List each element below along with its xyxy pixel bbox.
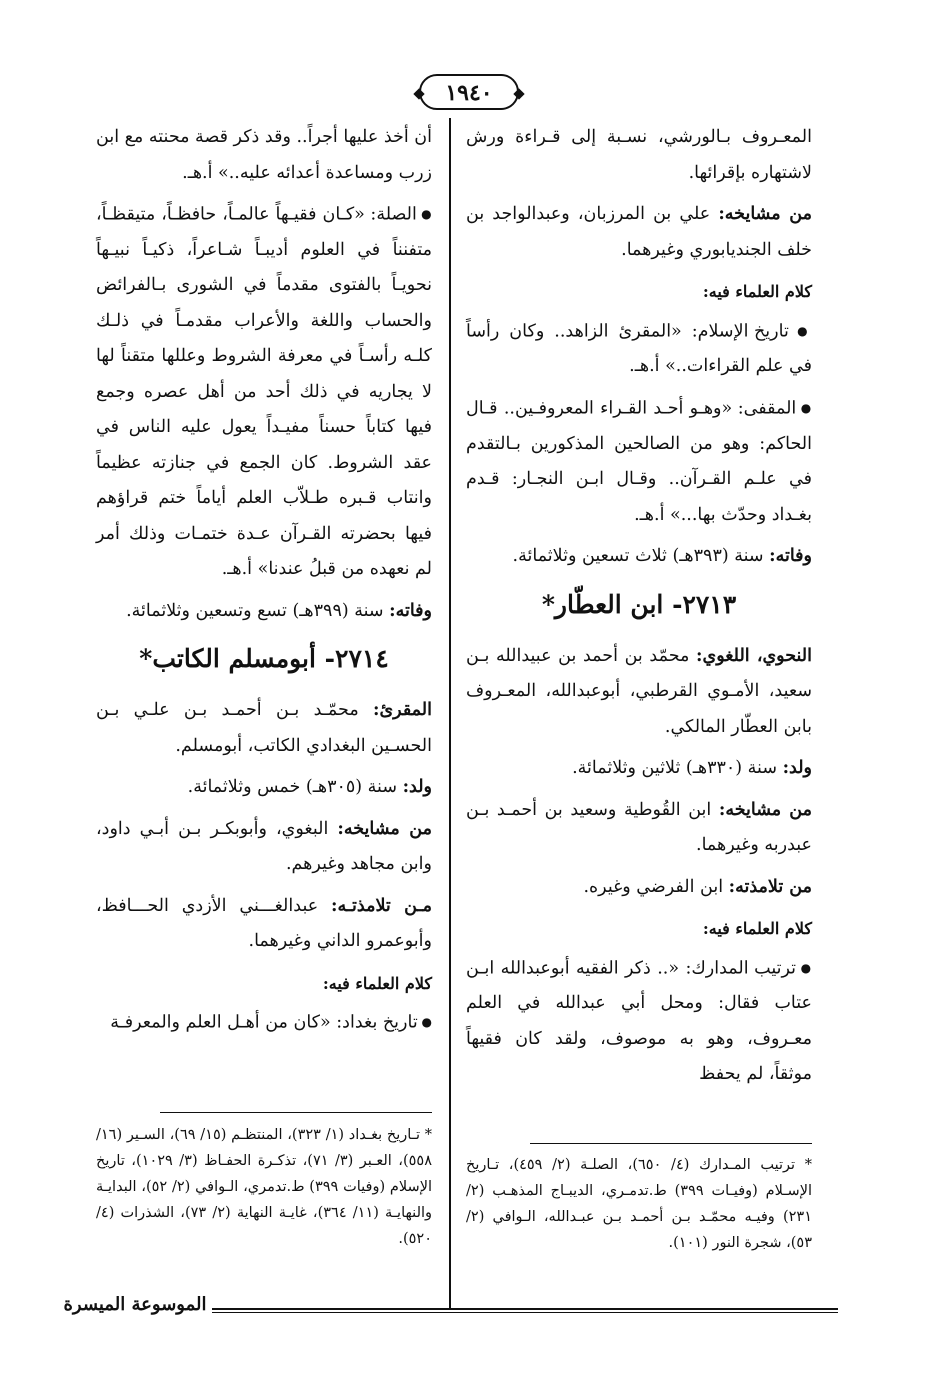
section-heading: كلام العلماء فيه: [702, 919, 812, 938]
footnote-rule [160, 1112, 432, 1113]
footer-rule [212, 1308, 838, 1310]
paragraph [96, 594, 432, 630]
field-text: محمّد بن أحمد بن عبيدالله بـن سعيد، الأمـوي القرطبي، أبوعبدالله، المعـروف بابن العطّار المالكي. [466, 645, 812, 737]
quote-paragraph: ● تاريخ بغداد: «كان من أهـل العلم والمعرفـة [96, 1005, 432, 1041]
paragraph [96, 812, 432, 883]
field-label: وفاته: [389, 600, 432, 621]
left-column [96, 120, 432, 1047]
column-divider [449, 118, 451, 1308]
field-label: ولد: [782, 758, 812, 778]
paragraph [96, 770, 432, 806]
field-text: سنة (٣٠٥هـ) خمس وثلاثمائة. [187, 777, 403, 798]
field-text: سنة (٣٩٣هـ) ثلاث تسعين وثلاثمائة. [512, 546, 770, 566]
field-label: من مشايخه: [337, 818, 432, 839]
paragraph [466, 751, 812, 787]
footnote: * ترتيب المـدارك (٤/ ٦٥٠)، الصلـة (٢/ ٤٥٩)، تـاريخ الإسـلام (وفيـات ٣٩٩) ط.تدمـري، الديبـاج المذهـب (٢/ ٢٣١) وفيـه محمّـد بـن أحمـد بـن عبـدالله، الـوافي (٢/ ٥٣)، شجرة النور (١٠١). [466, 1157, 813, 1251]
field-text: عبدالغـــني الأزدي الحـــافظ، وأبوعمرو الداني وغيرهما. [96, 895, 432, 952]
field-label: النحوي، اللغوي: [696, 645, 812, 666]
paragraph [96, 693, 432, 764]
footer-rule [212, 1312, 838, 1313]
section-heading: كلام العلماء فيه: [322, 973, 432, 993]
paragraph [466, 639, 812, 746]
field-label: من تلامذته: [728, 876, 812, 897]
quote-paragraph: ● ترتيب المدارك: «.. ذكر الفقيه أبوعبدالله ابـن عتاب فقال: ومحل أبي عبدالله في العلم معـروف، وهو به موصوف، ولقد كان فقيهاً موثقاً، لم يحفظ [466, 951, 812, 1093]
paragraph: أن أخذ عليها أجراً.. وقد ذكر قصة محنته مع ابن زرب ومساعدة أعدائه عليه..» أ.هـ. [96, 127, 432, 183]
quote-paragraph: ● الصلة: «كـان فقيـهاً عالمـاً، حافظـاً، متيقظـاً، متفنناً في العلوم أديبـاً شـاعراً، ذكيـاً نبيـهاً نحويـاً بالفتوى مقدماً في الشورى بـالفرائض والحساب واللغة والأعراب مقدمـاً في ذلـك كلـه رأسـاً في معرفة الشروط وعللها متقناً لها لا يجاريه في ذلك أحد من أهل عصره وجمع فيها كتاباً حسناً مفيـداً يعول عليه الناس في عقد الشروط. كان الجمع في جنازته عظيماً وانتاب قـبره طـلاّب العلم أياماً ختم قراؤهم فيها بحضرته القـرآن عـدة ختمـات وذلك أمر لم نعهده من قبلُ عندنا» أ.هـ. [96, 197, 432, 588]
field-label: مـن تلامذتـه: [331, 895, 432, 916]
footnote-rule [530, 1143, 812, 1144]
paragraph: المعـروف بـالورشي، نسـبة إلى قـراءة ورش لاشتهاره بإقرائها. [466, 127, 812, 183]
footnote: * تـاريخ بغـداد (١/ ٣٢٣)، المنتظـم (١٥/ ٦٩)، السـير (١٦/ ٥٥٨)، العـبر (٣/ ٧١)، تذكـرة الحفـاظ (٣/ ١٠٢٩)، تاريخ الإسلام (وفيات ٣٩٩) ط.تدمري، الـوافي (٢/ ٥٢)، البدايـة والنهايـة (١١/ ٣٦٤)، غايـة النهاية (٢/ ٧٣)، الشذرات (٤/ ٥٢٠). [96, 1127, 433, 1247]
field-label: وفاته: [769, 546, 812, 566]
quote-paragraph: ● تاريخ الإسلام: «المقرئ الزاهد.. وكان رأساً في علم القراءات..» أ.هـ. [466, 314, 812, 385]
entry-title: ٢٧١٤- أبومسلم الكاتب* [139, 644, 389, 674]
section-heading: كلام العلماء فيه: [702, 282, 812, 301]
field-text: ابن الفرضي وغيره. [583, 876, 729, 897]
field-label: المقرئ: [373, 700, 432, 721]
field-text: محمّـد بـن أحمـد بـن علـي بـن الحسـين البغدادي الكاتب، أبومسلم. [96, 700, 432, 756]
field-label: ولد: [402, 777, 432, 798]
field-label: من مشايخه: [718, 799, 812, 820]
paragraph [466, 870, 812, 906]
right-column [466, 120, 812, 1099]
quote-paragraph: ● المقفى: «وهـو أحـد القـراء المعروفـين.. قـال الحاكم: وهو من الصالحين المذكورين بـالتقدم في علـم القـرآن.. وقـال ابـن النجـار: قـدم بغـداد وحدّث بها...» أ.هـ. [466, 391, 812, 533]
field-text: سنة (٣٣٠هـ) ثلاثين وثلاثمائة. [572, 758, 783, 778]
book-title: الموسوعة الميسرة [63, 1294, 207, 1315]
entry-title: ٢٧١٣- ابن العطّار* [541, 589, 737, 619]
paragraph [466, 793, 812, 864]
paragraph [466, 197, 812, 268]
page-number: ١٩٤٠ [419, 74, 519, 110]
paragraph [96, 889, 432, 960]
field-text: ابن القُوطية وسعيد بن أحمـد بـن عبدربه وغيرهما. [466, 799, 812, 855]
field-text: سنة (٣٩٩هـ) تسع وتسعين وثلاثمائة. [126, 600, 390, 621]
field-text: البغوي، وأبوبكـر بـن أبـي داود، وابن مجاهد وغيرهم. [96, 818, 432, 875]
paragraph [466, 539, 812, 575]
field-label: من مشايخه: [718, 204, 812, 224]
field-text: علي بن المرزبان، وعبدالواجد بن خلف الجنديابوري وغيرهما. [466, 204, 812, 260]
